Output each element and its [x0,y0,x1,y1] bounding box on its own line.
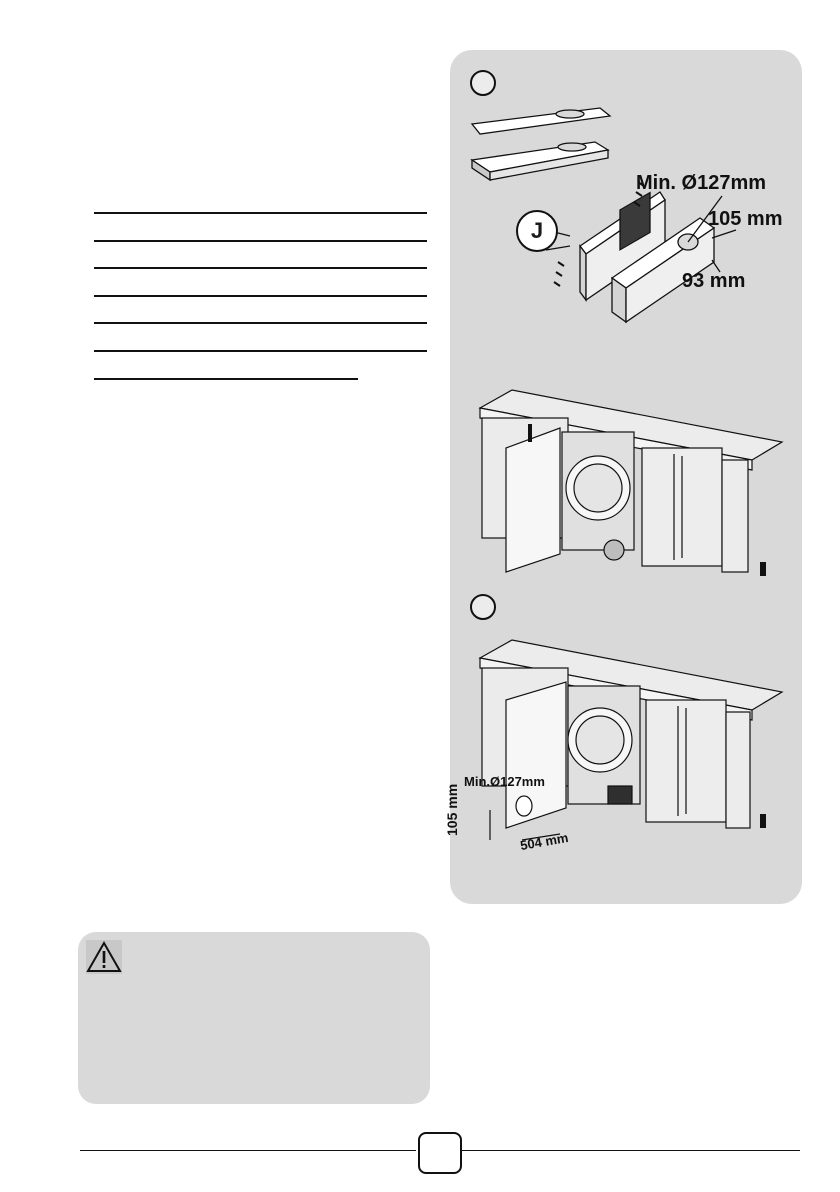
footer-line-left [80,1150,416,1151]
step-marker-2 [470,594,496,620]
label-min-diameter: Min. Ø127mm [636,172,767,194]
label-height-105: 105 mm [708,208,783,230]
label-width-504: 504 mm [519,829,570,854]
warning-box [78,932,430,1104]
rule-line-6 [94,350,427,352]
rule-line-5 [94,322,427,324]
footer-line-right [462,1150,800,1151]
rule-line-4 [94,295,427,297]
rule-line-7 [94,378,358,380]
rule-line-1 [94,212,427,214]
page-number-box [418,1132,462,1174]
warning-triangle-icon [86,940,122,974]
rule-line-2 [94,240,427,242]
callout-j-badge: J [516,210,558,252]
label-height-105-vertical: 105 mm [444,783,460,836]
step-marker-1 [470,70,496,96]
label-depth-93: 93 mm [682,270,746,292]
rule-line-3 [94,267,427,269]
label-min-diameter-small: Min.Ø127mm [464,774,545,789]
illustration-panel [444,50,802,904]
